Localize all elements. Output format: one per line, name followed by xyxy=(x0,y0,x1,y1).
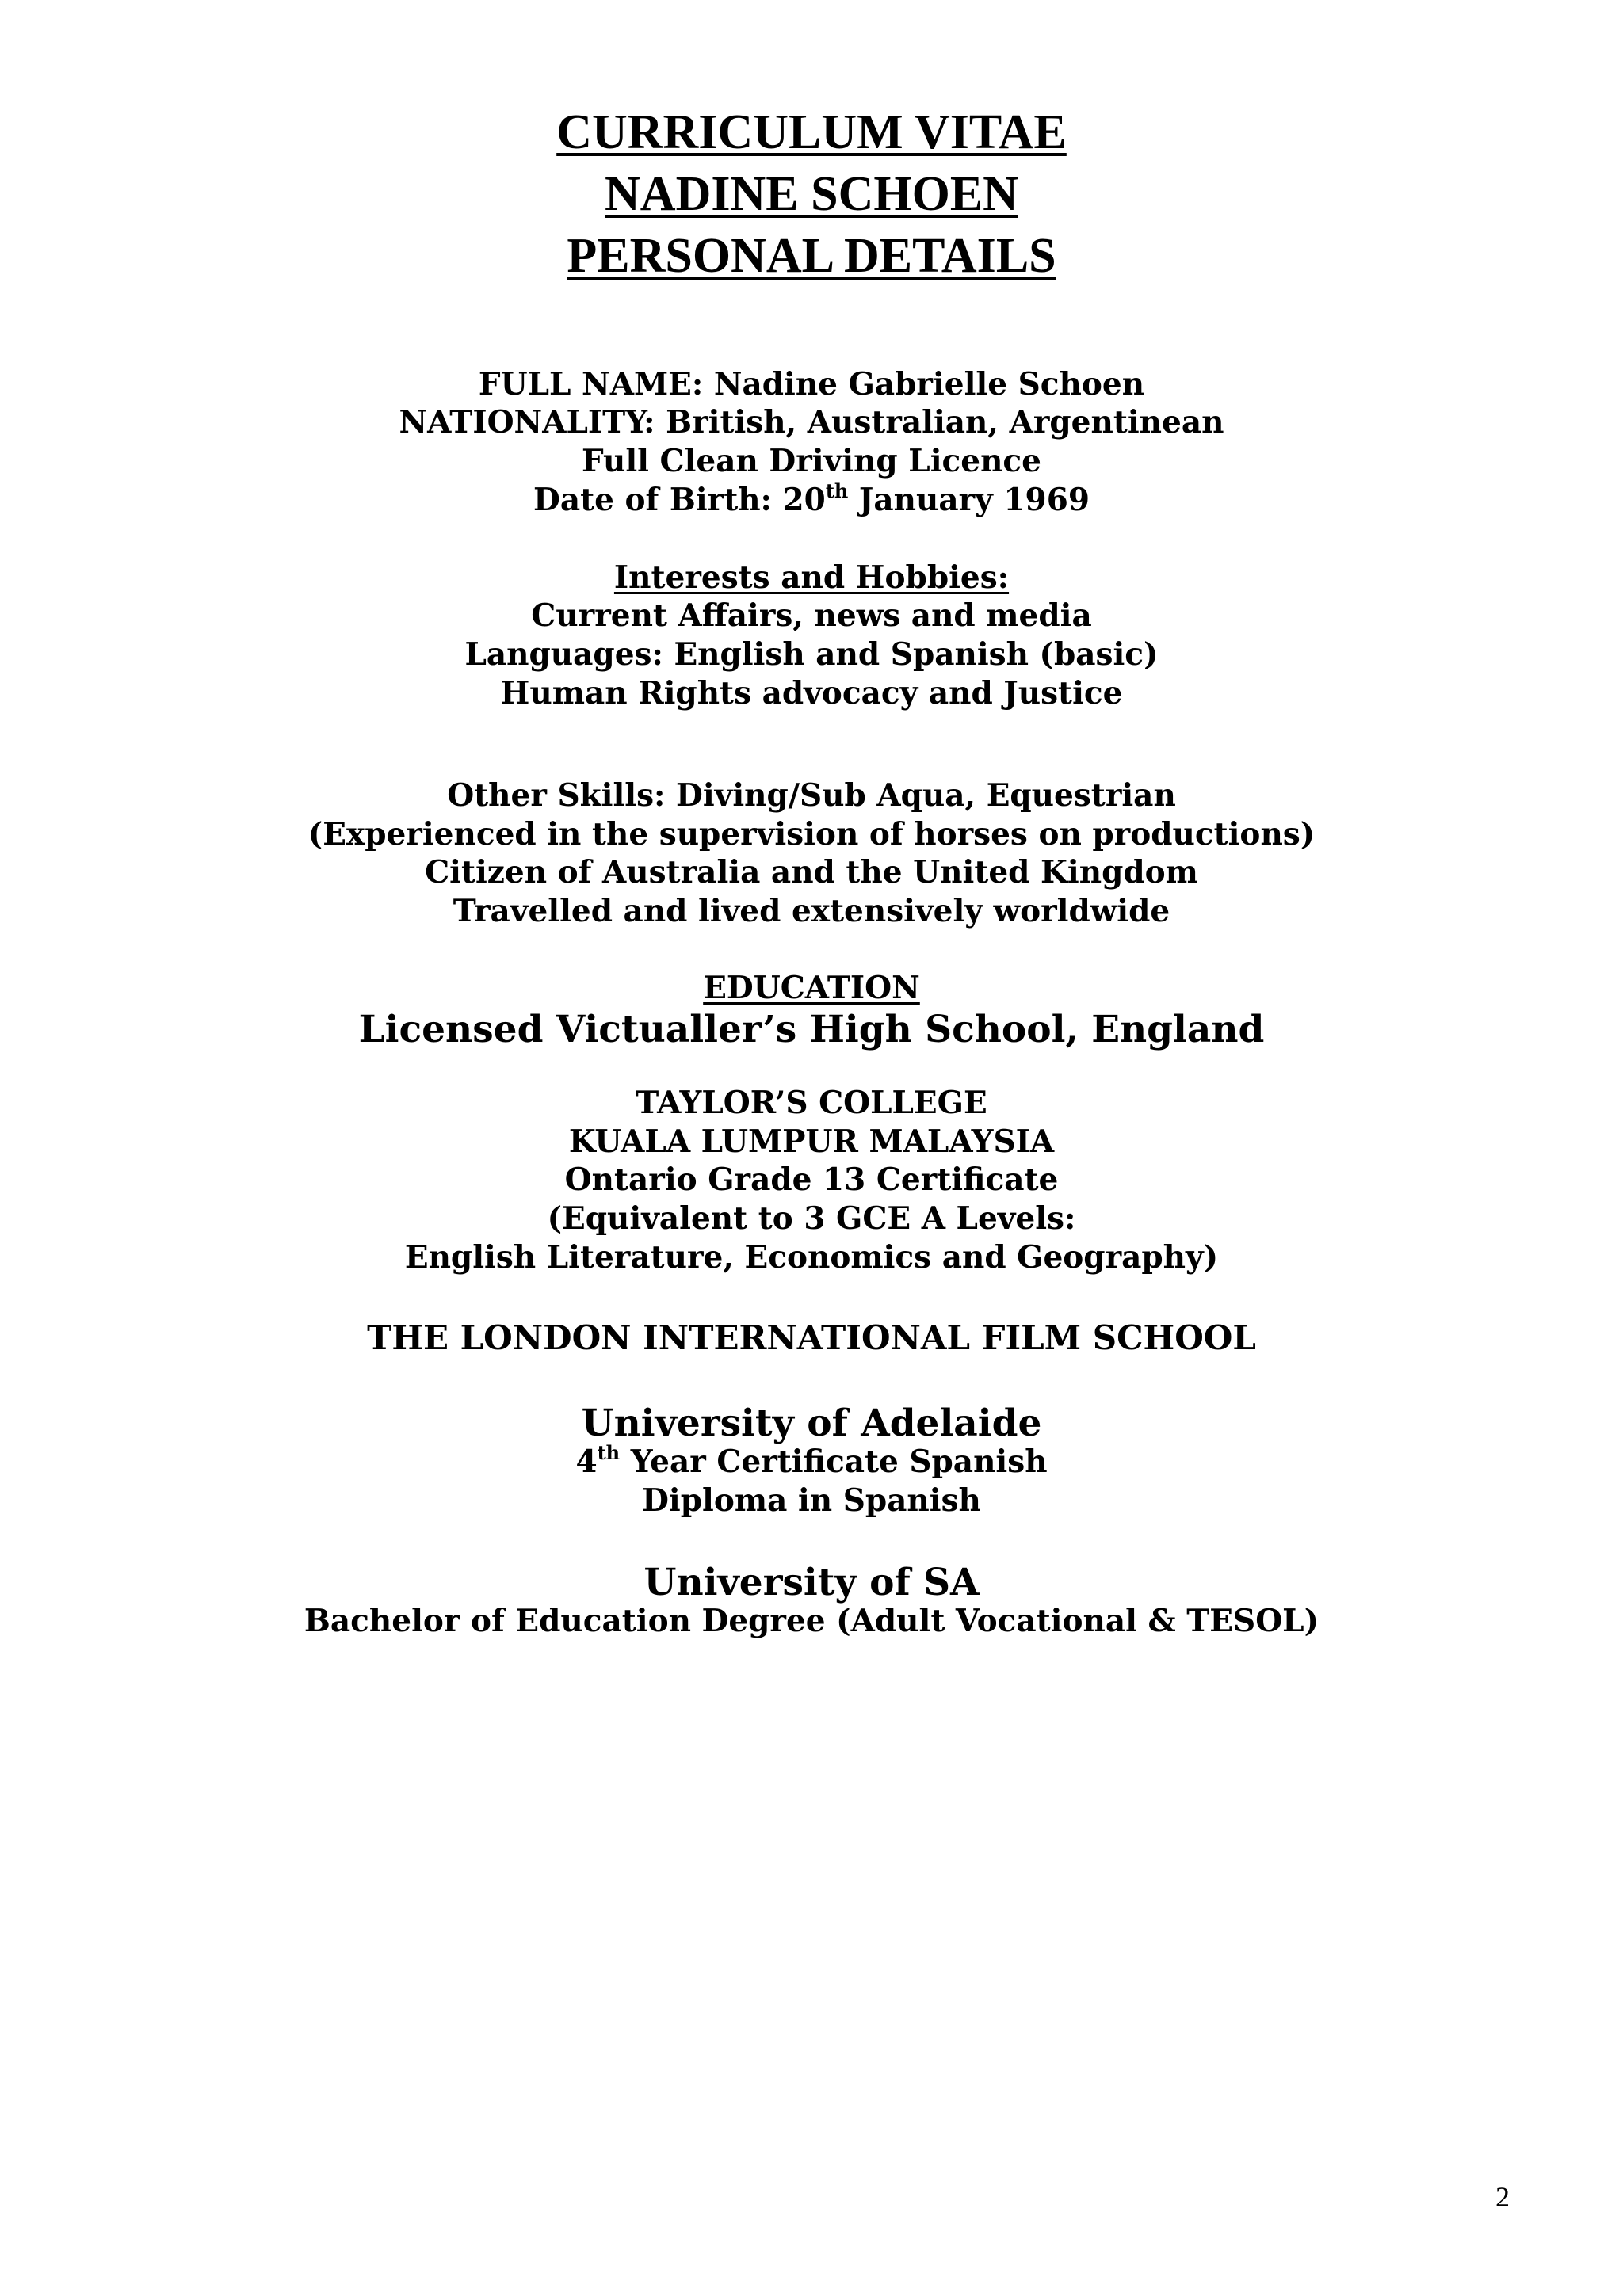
dob-prefix: Date of Birth: 20 xyxy=(533,482,826,518)
college-line: TAYLOR’S COLLEGE xyxy=(636,1085,987,1121)
adelaide-name: University of Adelaide xyxy=(581,1402,1042,1445)
dob-ordinal: th xyxy=(825,479,849,502)
licence-line: Full Clean Driving Licence xyxy=(581,443,1041,479)
college-line: Ontario Grade 13 Certificate xyxy=(564,1161,1059,1198)
sa-name: University of SA xyxy=(643,1561,980,1604)
certificate-ordinal: th xyxy=(597,1441,621,1464)
page-number: 2 xyxy=(1495,2181,1510,2213)
skills-line: Other Skills: Diving/Sub Aqua, Equestrian xyxy=(447,777,1176,814)
date-of-birth-line xyxy=(0,479,1623,518)
college-line: KUALA LUMPUR MALAYSIA xyxy=(568,1123,1055,1160)
cv-title: CURRICULUM VITAE xyxy=(556,105,1067,159)
person-name-title: NADINE SCHOEN xyxy=(605,167,1018,221)
interest-item: Current Affairs, news and media xyxy=(531,597,1092,634)
skills-line: Citizen of Australia and the United Kingdom xyxy=(425,854,1198,891)
adelaide-certificate: 4th Year Certificate Spanish xyxy=(575,1441,1048,1480)
high-school-line: Licensed Victualler’s High School, England xyxy=(358,1008,1265,1051)
education-heading: EDUCATION xyxy=(703,970,920,1006)
interest-item: Human Rights advocacy and Justice xyxy=(500,675,1123,711)
interests-heading: Interests and Hobbies: xyxy=(613,559,1010,596)
skills-line: (Experienced in the supervision of horses on productions) xyxy=(307,816,1316,852)
personal-details-title: PERSONAL DETAILS xyxy=(567,229,1056,283)
sa-degree: Bachelor of Education Degree (Adult Vocational & TESOL) xyxy=(304,1603,1319,1639)
film-school-line: THE LONDON INTERNATIONAL FILM SCHOOL xyxy=(367,1318,1256,1357)
full-name-line: FULL NAME: Nadine Gabrielle Schoen xyxy=(478,366,1145,402)
dob-suffix: January 1969 xyxy=(848,482,1090,518)
adelaide-diploma: Diploma in Spanish xyxy=(642,1482,981,1519)
interest-item: Languages: English and Spanish (basic) xyxy=(464,636,1159,673)
college-line: English Literature, Economics and Geography) xyxy=(404,1239,1219,1276)
skills-line: Travelled and lived extensively worldwide xyxy=(453,893,1170,929)
nationality-line: NATIONALITY: British, Australian, Argentinean xyxy=(399,404,1224,441)
college-line: (Equivalent to 3 GCE A Levels: xyxy=(547,1200,1076,1237)
